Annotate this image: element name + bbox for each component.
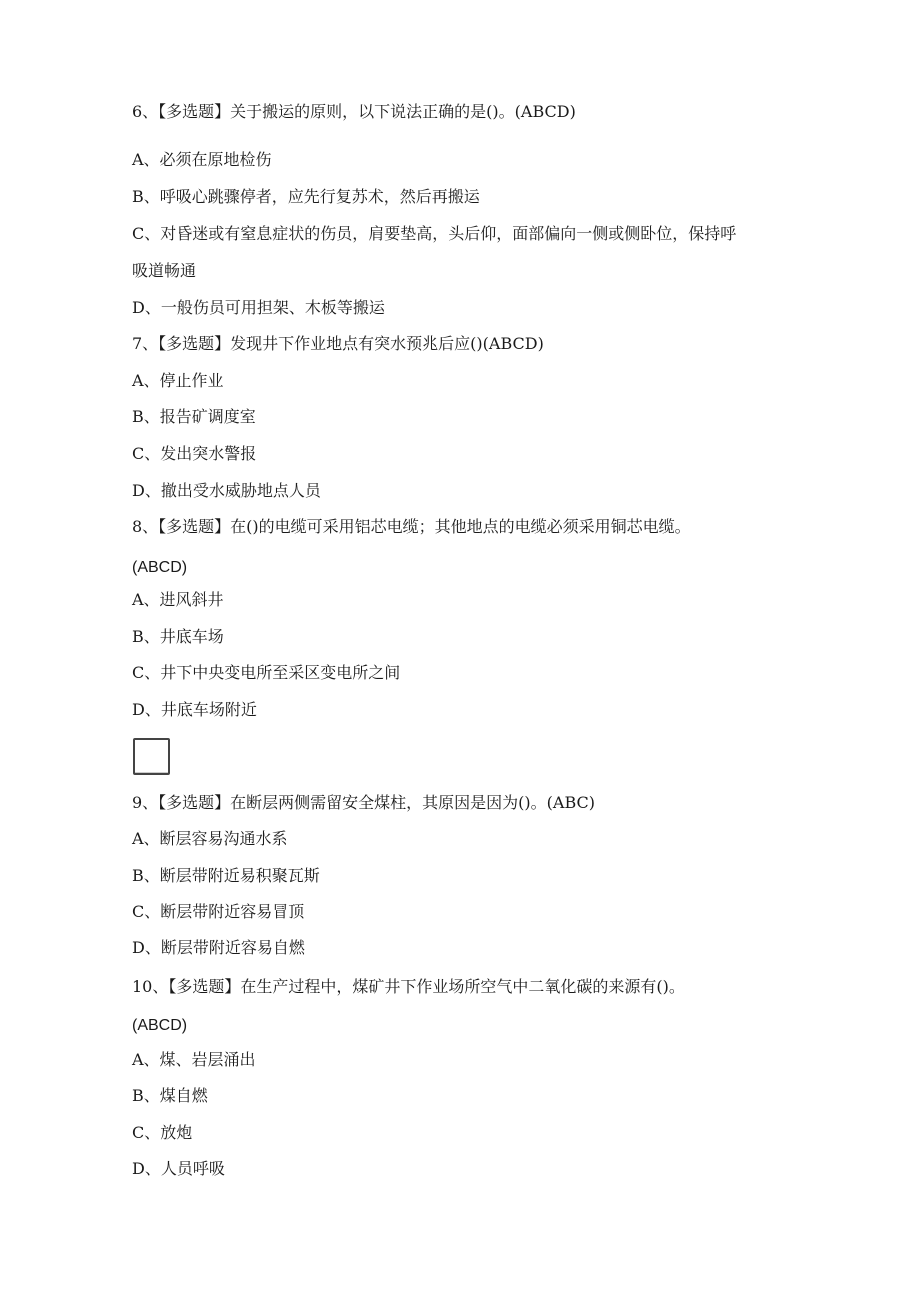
question-7-option-a: A、停止作业 xyxy=(132,371,224,390)
question-10-stem: 10、【多选题】在生产过程中，煤矿井下作业场所空气中二氧化碳的来源有()。 xyxy=(132,977,685,996)
question-8-stem: 8、【多选题】在()的电缆可采用铝芯电缆；其他地点的电缆必须采用铜芯电缆。 xyxy=(132,517,691,536)
question-10-answer: (ABCD) xyxy=(132,1017,188,1034)
question-10-option-b: B、煤自燃 xyxy=(132,1086,208,1105)
question-10-option-a: A、煤、岩层涌出 xyxy=(132,1050,256,1069)
question-9-option-c: C、断层带附近容易冒顶 xyxy=(132,902,305,921)
question-8-option-a: A、进风斜井 xyxy=(132,590,224,609)
question-6-stem: 6、【多选题】关于搬运的原则，以下说法正确的是()。(ABCD) xyxy=(132,102,576,121)
question-7-option-c: C、发出突水警报 xyxy=(132,444,257,463)
question-7-stem: 7、【多选题】发现井下作业地点有突水预兆后应()(ABCD) xyxy=(132,334,544,353)
question-9-option-b: B、断层带附近易积聚瓦斯 xyxy=(132,866,320,885)
question-10-option-d: D、人员呼吸 xyxy=(132,1159,225,1178)
question-8-option-b: B、井底车场 xyxy=(132,627,224,646)
question-6-option-b: B、呼吸心跳骤停者，应先行复苏术，然后再搬运 xyxy=(132,187,480,206)
question-8-option-c: C、井下中央变电所至采区变电所之间 xyxy=(132,663,401,682)
question-6-option-c-continued: 吸道畅通 xyxy=(132,261,197,280)
question-9-option-a: A、断层容易沟通水系 xyxy=(132,829,288,848)
question-6-option-d: D、一般伤员可用担架、木板等搬运 xyxy=(132,298,385,317)
question-9-stem: 9、【多选题】在断层两侧需留安全煤柱，其原因是因为()。(ABC) xyxy=(132,793,596,812)
question-6-option-a: A、必须在原地检伤 xyxy=(132,150,272,169)
question-6-option-c: C、对昏迷或有窒息症状的伤员，肩要垫高，头后仰，面部偏向一侧或侧卧位，保持呼 xyxy=(132,224,737,243)
question-7-option-b: B、报告矿调度室 xyxy=(132,407,256,426)
question-8-answer: (ABCD) xyxy=(132,559,188,576)
question-7-option-d: D、撤出受水威胁地点人员 xyxy=(132,481,321,500)
question-8-option-d: D、井底车场附近 xyxy=(132,700,257,719)
answer-checkbox[interactable] xyxy=(133,738,170,775)
question-9-option-d: D、断层带附近容易自燃 xyxy=(132,938,305,957)
question-10-option-c: C、放炮 xyxy=(132,1123,193,1142)
